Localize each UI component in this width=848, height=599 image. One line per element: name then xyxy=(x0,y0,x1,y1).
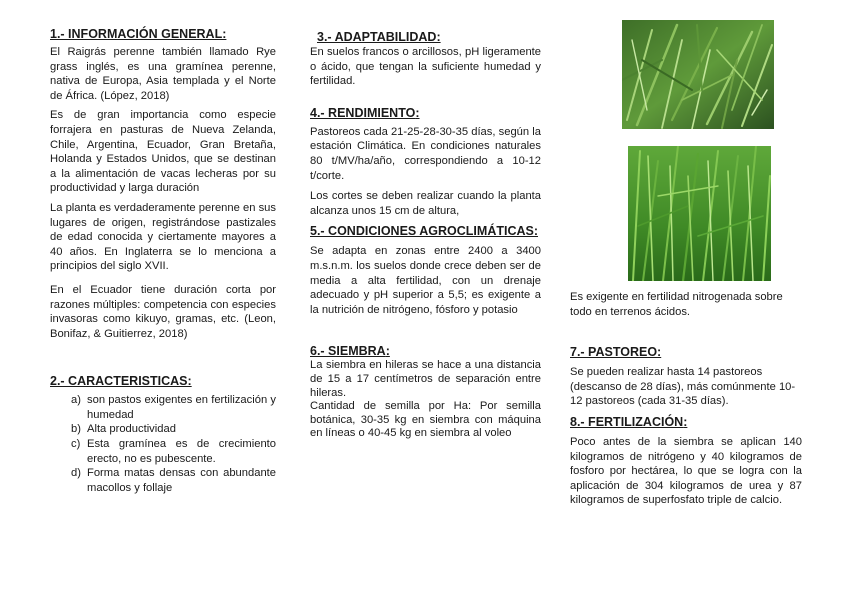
section-1-title: 1.- INFORMACIÓN GENERAL: xyxy=(50,27,227,41)
paragraph-general-4: En el Ecuador tiene duración corta por razones múltiples: competencia con especies invasoras como kikuyo, gramas, etc. (Leon, Bonifaz, & Guitierrez, 2018) xyxy=(50,283,276,340)
section-2-title: 2.- CARACTERISTICAS: xyxy=(50,374,192,389)
list-item: b) Alta productividad xyxy=(71,423,176,436)
photo-caption: Es exigente en fertilidad nitrogenada sobre todo en terrenos ácidos. xyxy=(570,291,783,318)
paragraph-sowing-1: La siembra en hileras se hace a una distancia de 15 a 17 centímetros de separación entre hileras. xyxy=(310,359,541,399)
column-1 xyxy=(50,27,276,495)
section-6-title: 6.- SIEMBRA: xyxy=(310,344,390,359)
grass-photo-bottom xyxy=(628,146,771,281)
grass-image-top xyxy=(622,20,774,129)
column-3 xyxy=(570,290,802,508)
paragraph-fertilization: Poco antes de la siembra se aplican 140 kilogramos de nitrógeno y 40 kilogramos de fosforo por hectárea, lo que se logra con la aplicación de 304 kilogramos de urea y 87 kilogramos de superfosfato triple de calcio. xyxy=(570,435,802,507)
paragraph-yield-1: Pastoreos cada 21-25-28-30-35 días, según la estación Climática. En condiciones naturales 80 t/MV/ha/año, correspondiendo a 10-12 t/corte. xyxy=(310,125,541,182)
grass-image-bottom xyxy=(628,146,771,281)
paragraph-general-1: El Raigrás perenne también llamado Rye grass inglés, es una gramínea perenne, nativa de Europa, Asia templada y el Norte de África. (López, 2018) xyxy=(50,46,276,102)
section-4-title: 4.- RENDIMIENTO: xyxy=(310,105,420,120)
paragraph-yield-2: Los cortes se deben realizar cuando la planta alcanza unos 15 cm de altura, xyxy=(310,190,541,217)
list-item: d) Forma matas densas con abundante macollos y follaje xyxy=(71,467,276,494)
paragraph-sowing-2: Cantidad de semilla por Ha: Por semilla botánica, 30-35 kg en siembra con máquina en líneas o 40-45 kg en siembra al voleo xyxy=(310,400,541,440)
list-item: a) son pastos exigentes en fertilización y humedad xyxy=(71,394,276,421)
paragraph-general-2: Es de gran importancia como especie forrajera en pasturas de Nueva Zelanda, Chile, Argentina, Ecuador, Gran Bretaña, Holanda y Estados Unidos, que se destinan a la alimentación de vacas lecheras por su productividad y larga duración xyxy=(50,109,276,195)
section-8-title: 8.- FERTILIZACIÓN: xyxy=(570,414,688,429)
characteristics-list xyxy=(50,393,276,495)
paragraph-general-3: La planta es verdaderamente perenne en sus lugares de origen, registrándose pastizales de edad conocida y ciertamente mayores a 40 años. En Inglaterra se lo menciona a principios del siglo XVII. xyxy=(50,201,276,273)
section-3-title: 3.- ADAPTABILIDAD: xyxy=(317,30,441,44)
section-7-title: 7.- PASTOREO: xyxy=(570,345,662,360)
paragraph-agroclimatic: Se adapta en zonas entre 2400 a 3400 m.s.n.m. los suelos donde crece deben ser de media a alta fertilidad, con un drenaje adecuado y pH superior a 5,5; es exigente a la nutrición de nitrógeno, fósforo y potasio xyxy=(310,245,541,316)
list-item: c) Esta gramínea es de crecimiento erecto, no es pubescente. xyxy=(71,438,276,465)
paragraph-adaptability: En suelos francos o arcillosos, pH ligeramente o ácido, que tengan la suficiente humedad y fertilidad. xyxy=(310,46,541,88)
grass-photo-top xyxy=(622,20,774,129)
section-5-title: 5.- CONDICIONES AGROCLIMÁTICAS: xyxy=(310,224,539,239)
column-2 xyxy=(310,30,541,441)
paragraph-grazing: Se pueden realizar hasta 14 pastoreos (descanso de 28 días), más comúnmente 10-12 pastoreos (cada 31-35 días). xyxy=(570,366,796,408)
